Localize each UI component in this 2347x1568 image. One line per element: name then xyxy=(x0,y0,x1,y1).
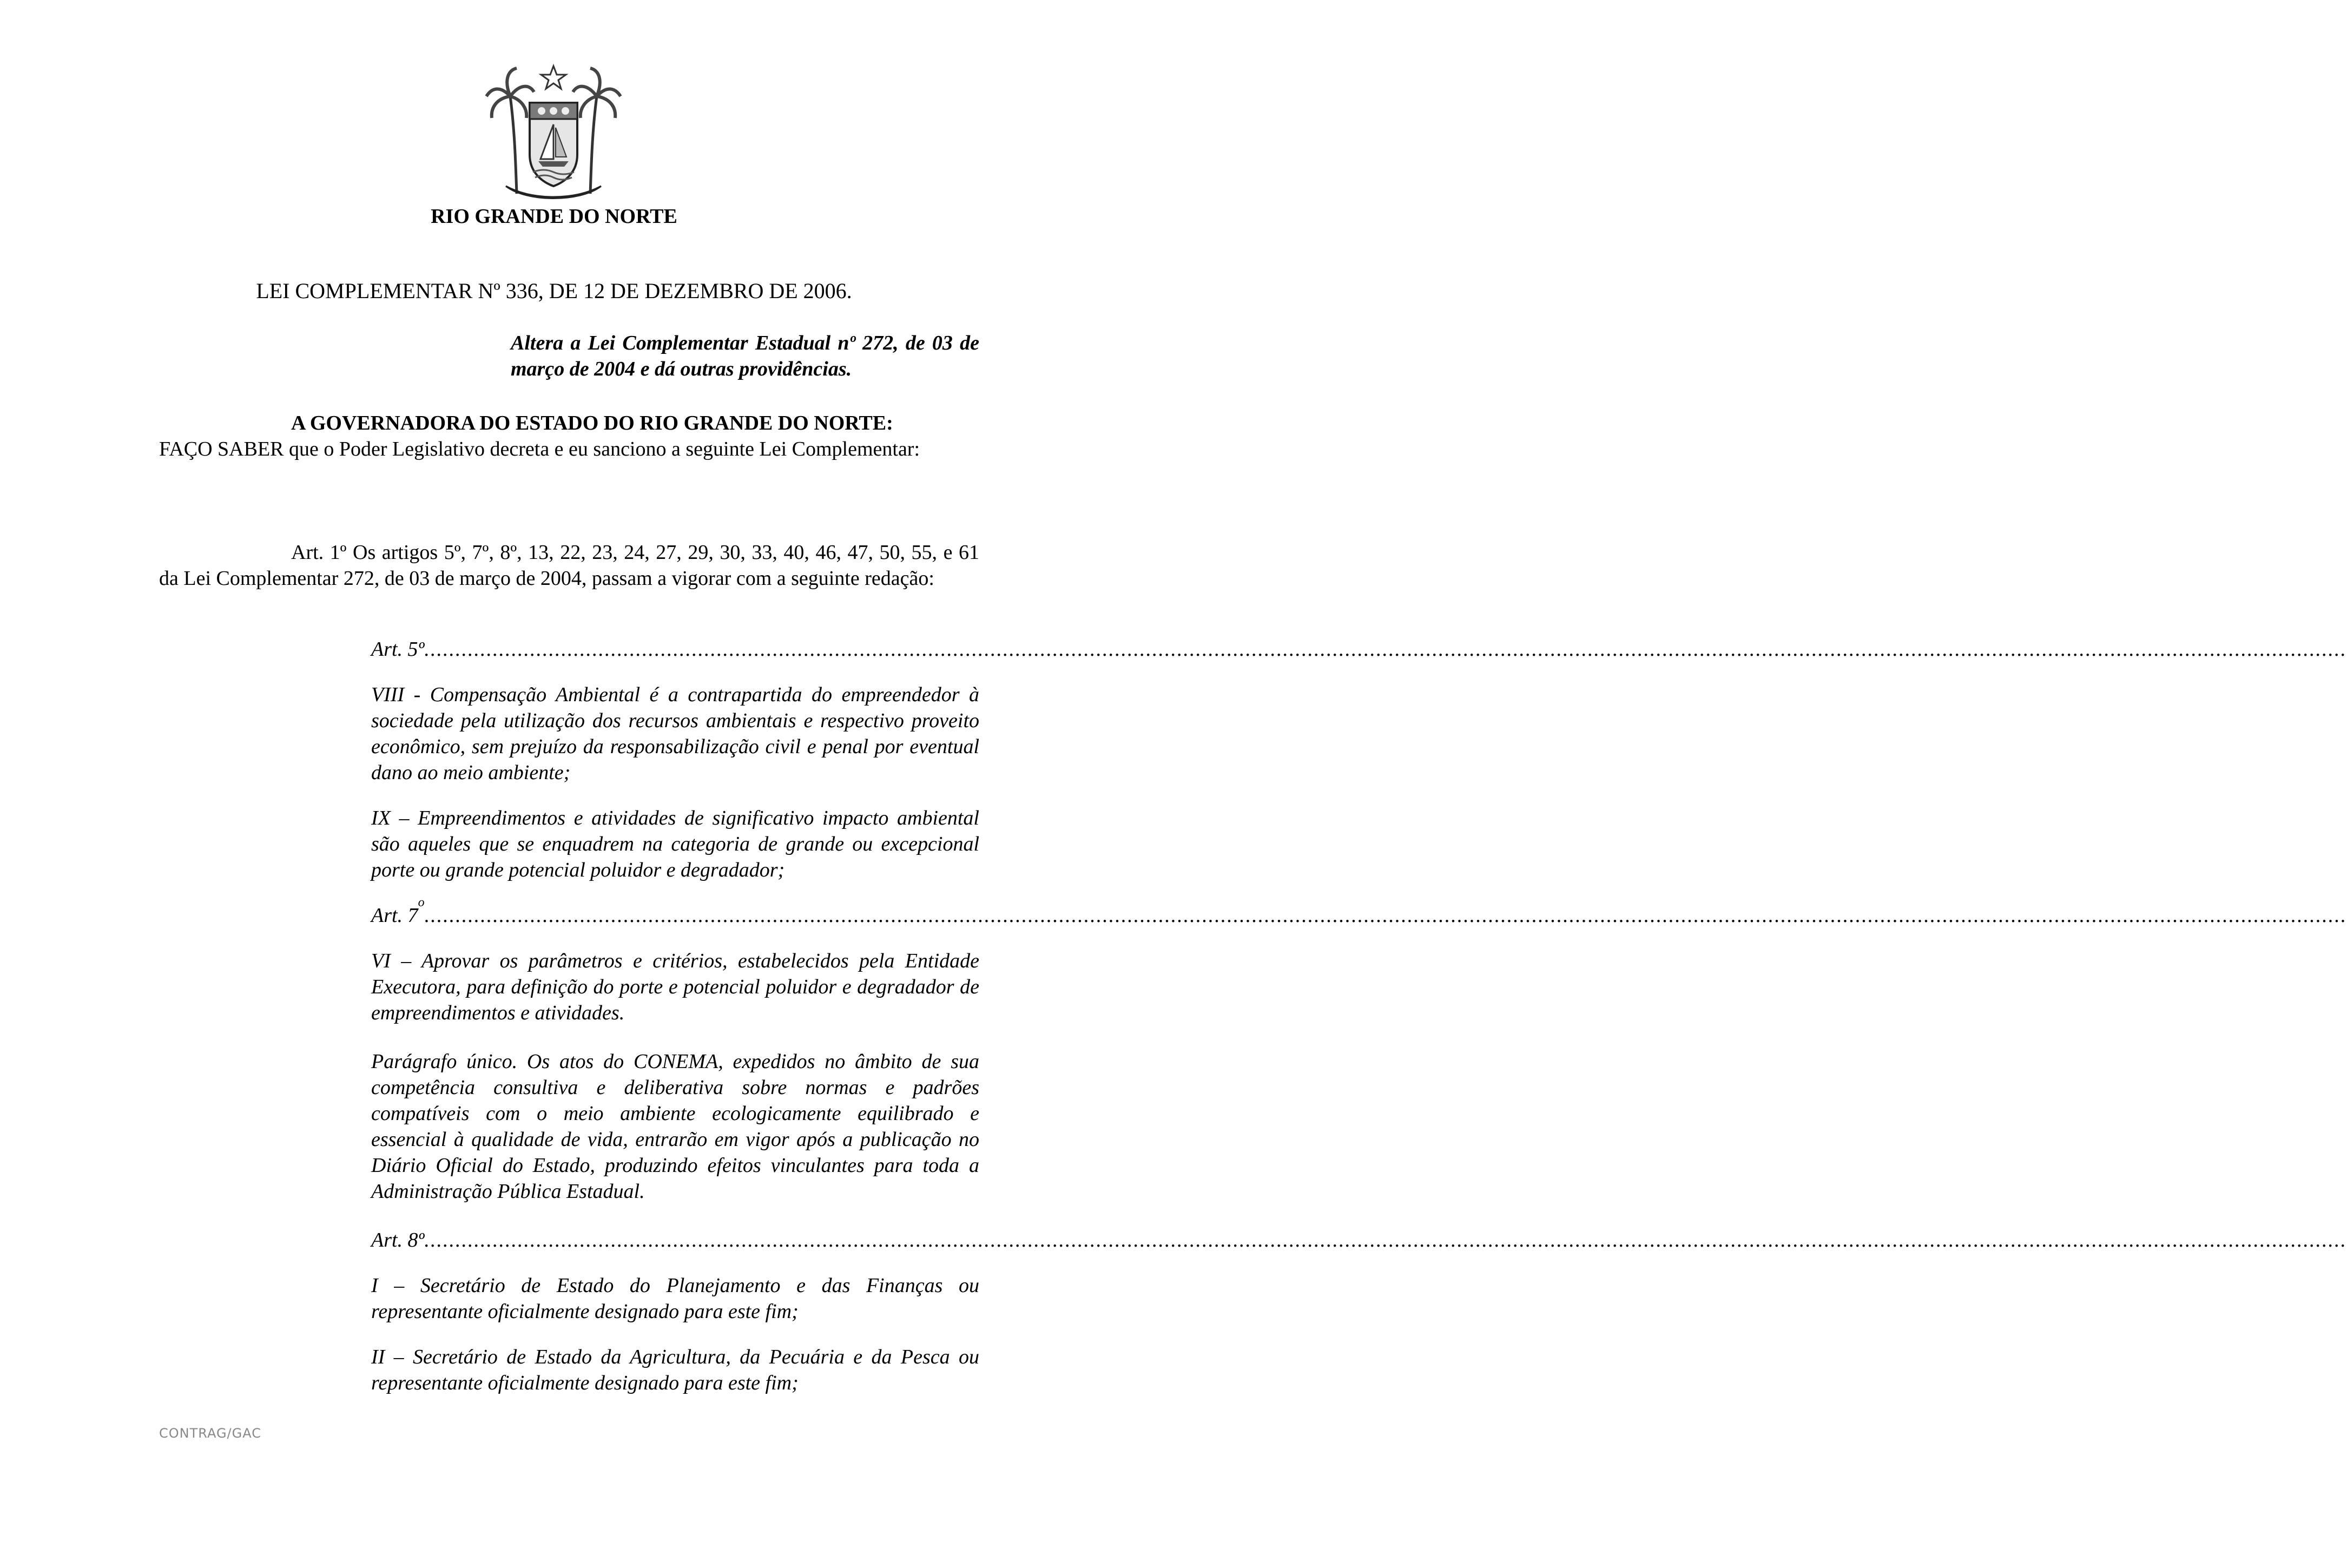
leader-dots: ..................................................................................................................................................................................................................................................................................................................... xyxy=(424,904,2347,927)
amended-articles xyxy=(371,636,2347,1396)
art7-ordinal: o xyxy=(418,895,425,910)
art8-item-i: I – Secretário de Estado do Planejamento e das Finanças ou representante oficialmente designado para este fim; xyxy=(371,1274,979,1323)
art5-label: Art. 5º xyxy=(371,638,425,661)
article-1: Art. 1º Os artigos 5º, 7º, 8º, 13, 22, 23, 24, 27, 29, 30, 33, 40, 46, 47, 50, 55, e 61 da Lei Complementar 272, de 03 de março de 2004, passam a vigorar com a seguinte redação: xyxy=(159,541,979,590)
leader-dots: ..................................................................................................................................................................................................................................................................................................................... xyxy=(424,638,2347,661)
art8-heading xyxy=(371,1227,2347,1253)
coat-of-arms-icon xyxy=(484,64,623,201)
art7-heading xyxy=(371,895,2347,928)
law-summary: Altera a Lei Complementar Estadual nº 272, de 03 de março de 2004 e dá outras providências. xyxy=(511,332,979,380)
art5-heading xyxy=(371,636,2347,662)
preamble xyxy=(159,410,979,462)
state-name-heading: RIO GRANDE DO NORTE xyxy=(431,205,677,228)
footer-code: CONTRAG/GAC xyxy=(159,1426,261,1441)
art8-item-ii: II – Secretário de Estado da Agricultura, da Pecuária e da Pesca ou representante oficialmente designado para este fim; xyxy=(371,1346,979,1394)
art7-paragraph-unico: Parágrafo único. Os atos do CONEMA, expedidos no âmbito de sua competência consultiva e deliberativa sobre normas e padrões compatíveis com o meio ambiente ecologicamente equilibrado e essencial à qualidade de vida, entrarão em vigor após a publicação no Diário Oficial do Estado, produzindo efeitos vinculantes para toda a Administração Pública Estadual. xyxy=(371,1050,979,1203)
art7-item-vi: VI – Aprovar os parâmetros e critérios, estabelecidos pela Entidade Executora, para definição do porte e potencial poluidor e degradador de empreendimentos e atividades. xyxy=(371,950,979,1024)
law-title: LEI COMPLEMENTAR Nº 336, DE 12 DE DEZEMBRO DE 2006. xyxy=(256,279,852,303)
art8-label: Art. 8º xyxy=(371,1229,425,1251)
art7-label: Art. 7 xyxy=(371,904,418,927)
preamble-text: FAÇO SABER que o Poder Legislativo decreta e eu sanciono a seguinte Lei Complementar: xyxy=(159,438,920,460)
leader-dots: ..................................................................................................................................................................................................................................................................................................................... xyxy=(424,1229,2347,1251)
art5-item-ix: IX – Empreendimentos e atividades de significativo impacto ambiental são aqueles que se enquadrem na categoria de grande ou excepcional porte ou grande potencial poluidor e degradador; xyxy=(371,807,979,881)
art5-item-viii: VIII - Compensação Ambiental é a contrapartida do empreendedor à sociedade pela utilização dos recursos ambientais e respectivo proveito econômico, sem prejuízo da responsabilização civil e penal por eventual dano ao meio ambiente; xyxy=(371,683,979,784)
preamble-heading: A GOVERNADORA DO ESTADO DO RIO GRANDE DO NORTE: xyxy=(291,412,893,434)
